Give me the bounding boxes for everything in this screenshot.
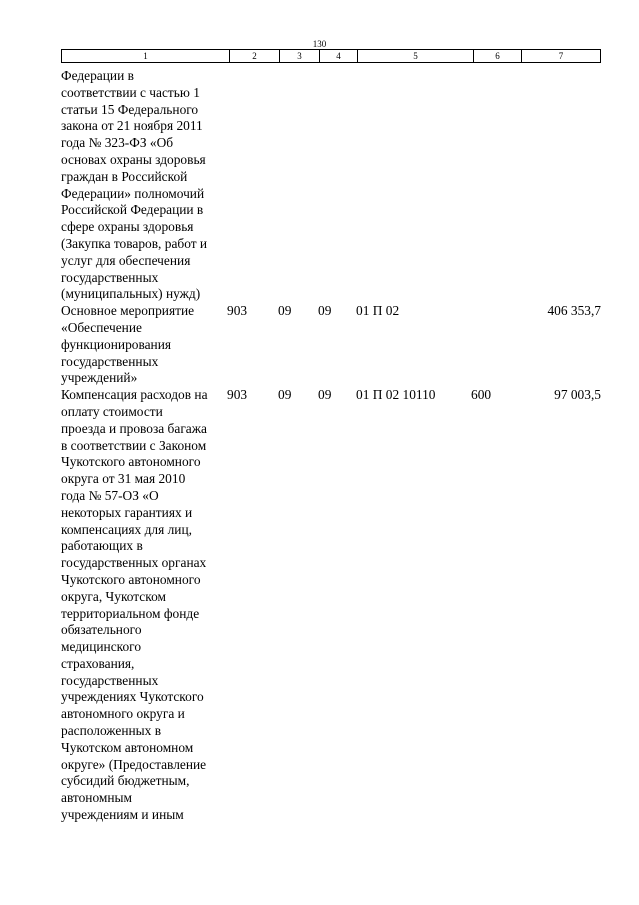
column-number-header [61, 49, 601, 63]
row-description: Основное мероприятие «Обеспечение функционирования государственных учреждений» [61, 303, 195, 386]
table-row [61, 387, 601, 824]
row-section-code: 09 [278, 387, 292, 403]
page-number: 130 [312, 39, 327, 49]
header-col-4: 4 [320, 50, 358, 63]
header-col-1: 1 [62, 50, 230, 63]
row-subsection-code: 09 [318, 303, 332, 319]
header-col-5: 5 [358, 50, 474, 63]
header-row [62, 50, 601, 63]
header-col-3: 3 [280, 50, 320, 63]
row-amount: 97 003,5 [554, 387, 601, 403]
row-target-article: 01 П 02 10110 [356, 387, 436, 403]
budget-table-body [61, 68, 601, 824]
row-target-article: 01 П 02 [356, 303, 400, 319]
row-description: Федерации в соответствии с частью 1 статьи 15 Федерального закона от 21 ноября 2011 года № 323-ФЗ «Об основах охраны здоровья граждан в Российской Федерации» полномочий Российской Федерации в сфере охраны здоровья (Закупка товаров, работ и услуг для обеспечения государственных (муниципальных) нужд) [61, 68, 208, 302]
row-subsection-code: 09 [318, 387, 332, 403]
row-expense-type: 600 [471, 387, 492, 403]
row-section-code: 09 [278, 303, 292, 319]
table-row [61, 303, 601, 387]
row-description: Компенсация расходов на оплату стоимости проезда и провоза багажа в соответствии с Законом Чукотского автономного округа от 31 мая 2010 года № 57-ОЗ «О некоторых гарантиях и компенсациях для лиц, работающих в государственных органах Чукотского автономного округа, Чукотском территориальном фонде обязательного медицинского страхования, государственных учреждениях Чукотского автономного округа и расположенных в Чукотском автономном округе» (Предоставление субсидий бюджетным, автономным учреждениям и иным [61, 387, 208, 823]
header-col-2: 2 [230, 50, 280, 63]
row-amount: 406 353,7 [547, 303, 601, 319]
row-ministry-code: 903 [227, 303, 248, 319]
header-col-7: 7 [522, 50, 601, 63]
table-row [61, 68, 601, 303]
header-col-6: 6 [474, 50, 522, 63]
row-ministry-code: 903 [227, 387, 248, 403]
